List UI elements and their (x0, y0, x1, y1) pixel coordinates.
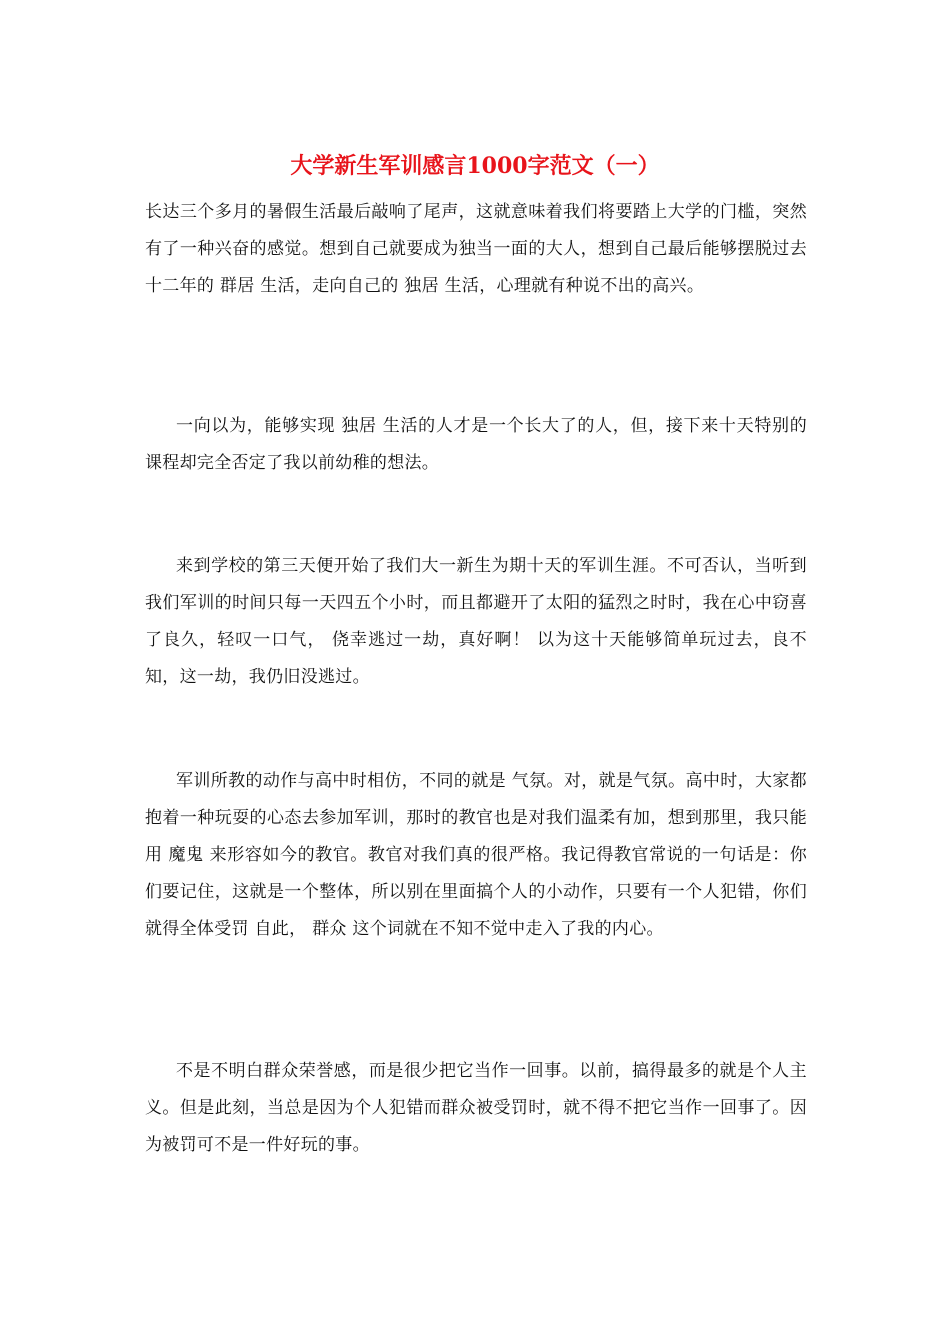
paragraph-5: 不是不明白群众荣誉感，而是很少把它当作一回事。以前，搞得最多的就是个人主义。但是此刻，当总是因为个人犯错而群众被受罚时，就不得不把它当作一回事了。因为被罚可不是一件好玩的事。 (145, 1061, 807, 1155)
paragraph-3: 来到学校的第三天便开始了我们大一新生为期十天的军训生涯。不可否认，当听到我们军训的时间只每一天四五个小时，而且都避开了太阳的猛烈之时时，我在心中窃喜了良久，轻叹一口气， 侥幸逃过一劫，真好啊！ 以为这十天能够简单玩过去，良不知，这一劫，我仍旧没逃过。 (145, 556, 807, 687)
paragraph-4: 军训所教的动作与高中时相仿，不同的就是 气氛。对，就是气氛。高中时，大家都抱着一种玩耍的心态去参加军训，那时的教官也是对我们温柔有加，想到那里，我只能用 魔鬼 来形容如今的教官。教官对我们真的很严格。我记得教官常说的一句话是：你们要记住，这就是一个整体，所以别在里面搞个人的小动作，只要有一个人犯错，你们就得全体受罚 自此， 群众 这个词就在不知不觉中走入了我的内心。 (145, 771, 807, 939)
document-title: 大学新生军训感言1000字范文（一） (290, 153, 660, 179)
paragraph-2: 一向以为，能够实现 独居 生活的人才是一个长大了的人，但，接下来十天特别的课程却完全否定了我以前幼稚的想法。 (145, 416, 807, 473)
paragraph-1: 长达三个多月的暑假生活最后敲响了尾声，这就意味着我们将要踏上大学的门槛，突然有了一种兴奋的感觉。想到自己就要成为独当一面的大人，想到自己最后能够摆脱过去十二年的 群居 生活，走向自己的 独居 生活，心理就有种说不出的高兴。 (145, 202, 807, 296)
